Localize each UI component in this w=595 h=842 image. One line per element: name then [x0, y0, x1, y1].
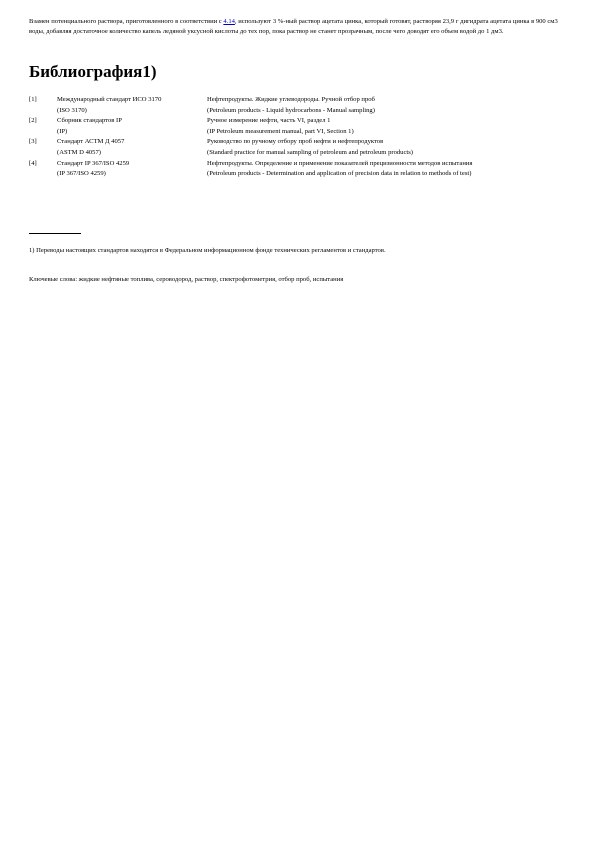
- reference-number: [29, 128, 57, 139]
- bibliography-table: [29, 96, 565, 181]
- reference-number: [4]: [29, 159, 37, 167]
- reference-title: Руководство по ручному отбору проб нефти и нефтепродуктов: [207, 138, 384, 146]
- reference-title: Нефтепродукты. Жидкие углеводороды. Ручной отбор проб: [207, 96, 375, 103]
- reference-standard: Стандарт IP 367/ISO 4259: [57, 159, 130, 167]
- bibliography-row: [29, 107, 565, 118]
- reference-title: (Petroleum products - Determination and application of precision data in relation to methods of test): [207, 170, 472, 178]
- bibliography-row: [29, 117, 565, 128]
- reference-number: [29, 149, 57, 160]
- intro-paragraph: [29, 17, 569, 37]
- intro-text-after: , используют 3 %-ный раствор ацетата цинка, который готовят, растворяя 23,9 г дигидрата ацетата цинка в 900 см3 воды, добавляя достаточное количество капель ледяной уксусной кислоты до тех пор, пока раствор не станет прозрачным, после чего доводят его объем водой до 1 дм3.: [29, 18, 558, 35]
- reference-title: Нефтепродукты. Определение и применение показателей прецизионности методов испытания: [207, 159, 473, 167]
- keywords: Ключевые слова: жидкие нефтяные топлива, сероводород, раствор, спектрофотометрия, отбор проб, испытания: [29, 276, 344, 283]
- bibliography-row: [29, 149, 565, 160]
- reference-standard: Стандарт АСТМ Д 4057: [57, 138, 125, 146]
- reference-standard: Международный стандарт ИСО 3170: [57, 96, 162, 103]
- footnote: 1) Переводы настоящих стандартов находятся в Федеральном информационном фонде технических регламентов и стандартов.: [29, 247, 386, 254]
- bibliography-row: [29, 128, 565, 139]
- clause-link[interactable]: 4.14: [223, 18, 235, 25]
- reference-number: [29, 107, 57, 118]
- reference-number: [1]: [29, 96, 37, 103]
- bibliography-row: [29, 138, 565, 149]
- bibliography-row: [29, 170, 565, 181]
- reference-standard: (ASTM D 4057): [57, 148, 101, 156]
- bibliography-row: [29, 160, 565, 171]
- reference-number: [29, 170, 57, 181]
- reference-standard: (IP 367/ISO 4259): [57, 170, 106, 178]
- reference-title: (IP Petroleum measurement manual, part VI, Section 1): [207, 127, 354, 135]
- reference-title: (Petroleum products - Liquid hydrocarbons - Manual sampling): [207, 106, 375, 114]
- footnote-divider: [29, 233, 81, 234]
- reference-number: [3]: [29, 138, 37, 146]
- bibliography-row: [29, 96, 565, 107]
- bibliography-heading: Библиография1): [29, 62, 157, 81]
- reference-number: [2]: [29, 117, 37, 125]
- intro-text-before: Взамен потенциального раствора, приготовленного в соответствии с: [29, 18, 224, 25]
- reference-standard: (IP): [57, 127, 68, 135]
- reference-title: Ручное измерение нефти, часть VI, раздел 1: [207, 117, 331, 125]
- reference-title: (Standard practice for manual sampling of petroleum and petroleum products): [207, 148, 413, 156]
- bibliography-body: [29, 96, 565, 181]
- reference-standard: Сборник стандартов IP: [57, 117, 122, 125]
- reference-standard: (ISO 3170): [57, 106, 87, 114]
